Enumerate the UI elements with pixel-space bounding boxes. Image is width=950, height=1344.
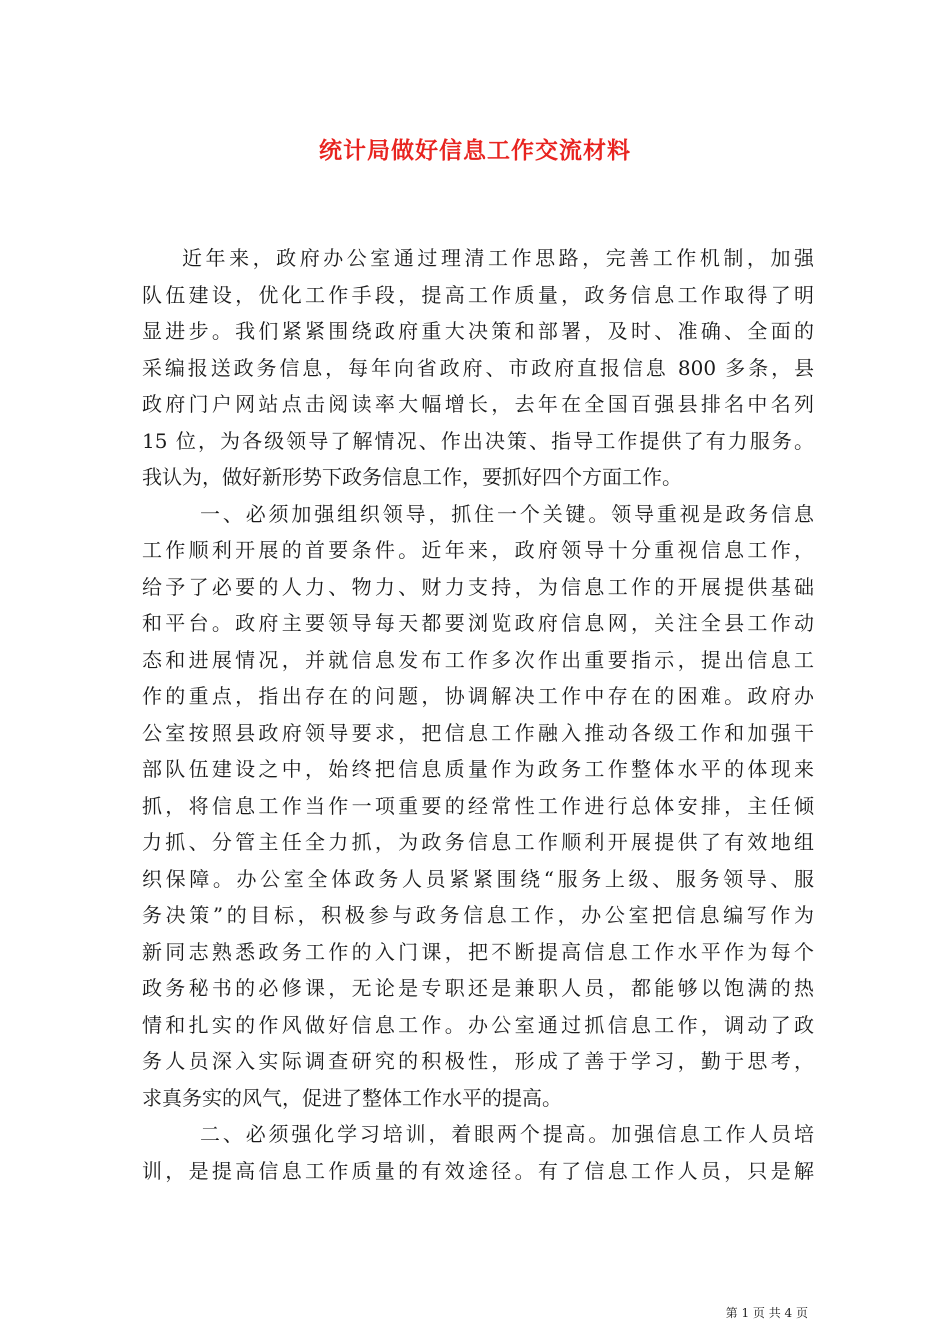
text-line: 显进步。我们紧紧围绕政府重大决策和部署，及时、准确、全面的 — [142, 319, 814, 343]
text-line: 态和进展情况，并就信息发布工作多次作出重要指示，提出信息工 — [142, 647, 814, 672]
text-line: 织保障。办公室全体政务人员紧紧围绕“服务上级、服务领导、服 — [142, 866, 814, 891]
text-line: 工作顺利开展的首要条件。近年来，政府领导十分重视信息工作， — [142, 538, 814, 562]
paragraph-section-one — [142, 496, 814, 1117]
text-line: 务人员深入实际调查研究的积极性，形成了善于学习，勤于思考， — [142, 1049, 814, 1073]
text-line: 情和扎实的作风做好信息工作。办公室通过抓信息工作，调动了政 — [142, 1012, 814, 1037]
document-body — [142, 240, 814, 1189]
text-line: 部队伍建设之中，始终把信息质量作为政务工作整体水平的体现来 — [142, 757, 814, 781]
text-line: 作的重点，指出存在的问题，协调解决工作中存在的困难。政府办 — [142, 684, 814, 708]
text-line: 一、必须加强组织领导，抓住一个关键。领导重视是政务信息 — [200, 501, 814, 526]
text-line: 队伍建设，优化工作手段，提高工作质量，政务信息工作取得了明 — [142, 282, 814, 307]
document-title: 统计局做好信息工作交流材料 — [319, 137, 631, 164]
text-line: 二、必须强化学习培训，着眼两个提高。加强信息工作人员培 — [200, 1122, 814, 1146]
text-line: 政府门户网站点击阅读率大幅增长，去年在全国百强县排名中名列 — [142, 392, 814, 416]
text-line: 和平台。政府主要领导每天都要浏览政府信息网，关注全县工作动 — [142, 611, 814, 635]
text-line: 政务秘书的必修课，无论是专职还是兼职人员，都能够以饱满的热 — [142, 976, 814, 1000]
text-line: 近年来，政府办公室通过理清工作思路，完善工作机制，加强 — [182, 246, 814, 270]
text-line: 抓，将信息工作当作一项重要的经常性工作进行总体安排，主任倾 — [142, 793, 814, 818]
text-line: 力抓、分管主任全力抓，为政务信息工作顺利开展提供了有效地组 — [142, 830, 814, 854]
page-number: 第 1 页 共 4 页 — [725, 1306, 808, 1320]
text-line: 求真务实的风气，促进了整体工作水平的提高。 — [142, 1085, 562, 1110]
text-line: 新同志熟悉政务工作的入门课，把不断提高信息工作水平作为每个 — [142, 939, 814, 964]
paragraph-intro — [142, 240, 814, 496]
text-line: 公室按照县政府领导要求，把信息工作融入推动各级工作和加强干 — [142, 720, 814, 745]
text-line: 采编报送政务信息，每年向省政府、市政府直报信息 800 多条，县 — [142, 355, 814, 380]
paragraph-section-two — [142, 1116, 814, 1189]
text-line: 我认为，做好新形势下政务信息工作，要抓好四个方面工作。 — [142, 465, 682, 489]
text-line: 务决策”的目标，积极参与政务信息工作，办公室把信息编写作为 — [142, 903, 814, 927]
text-line: 给予了必要的人力、物力、财力支持，为信息工作的开展提供基础 — [142, 574, 814, 599]
text-line: 训，是提高信息工作质量的有效途径。有了信息工作人员，只是解 — [142, 1158, 814, 1183]
text-line: 15 位，为各级领导了解情况、作出决策、指导工作提供了有力服务。 — [142, 428, 814, 453]
